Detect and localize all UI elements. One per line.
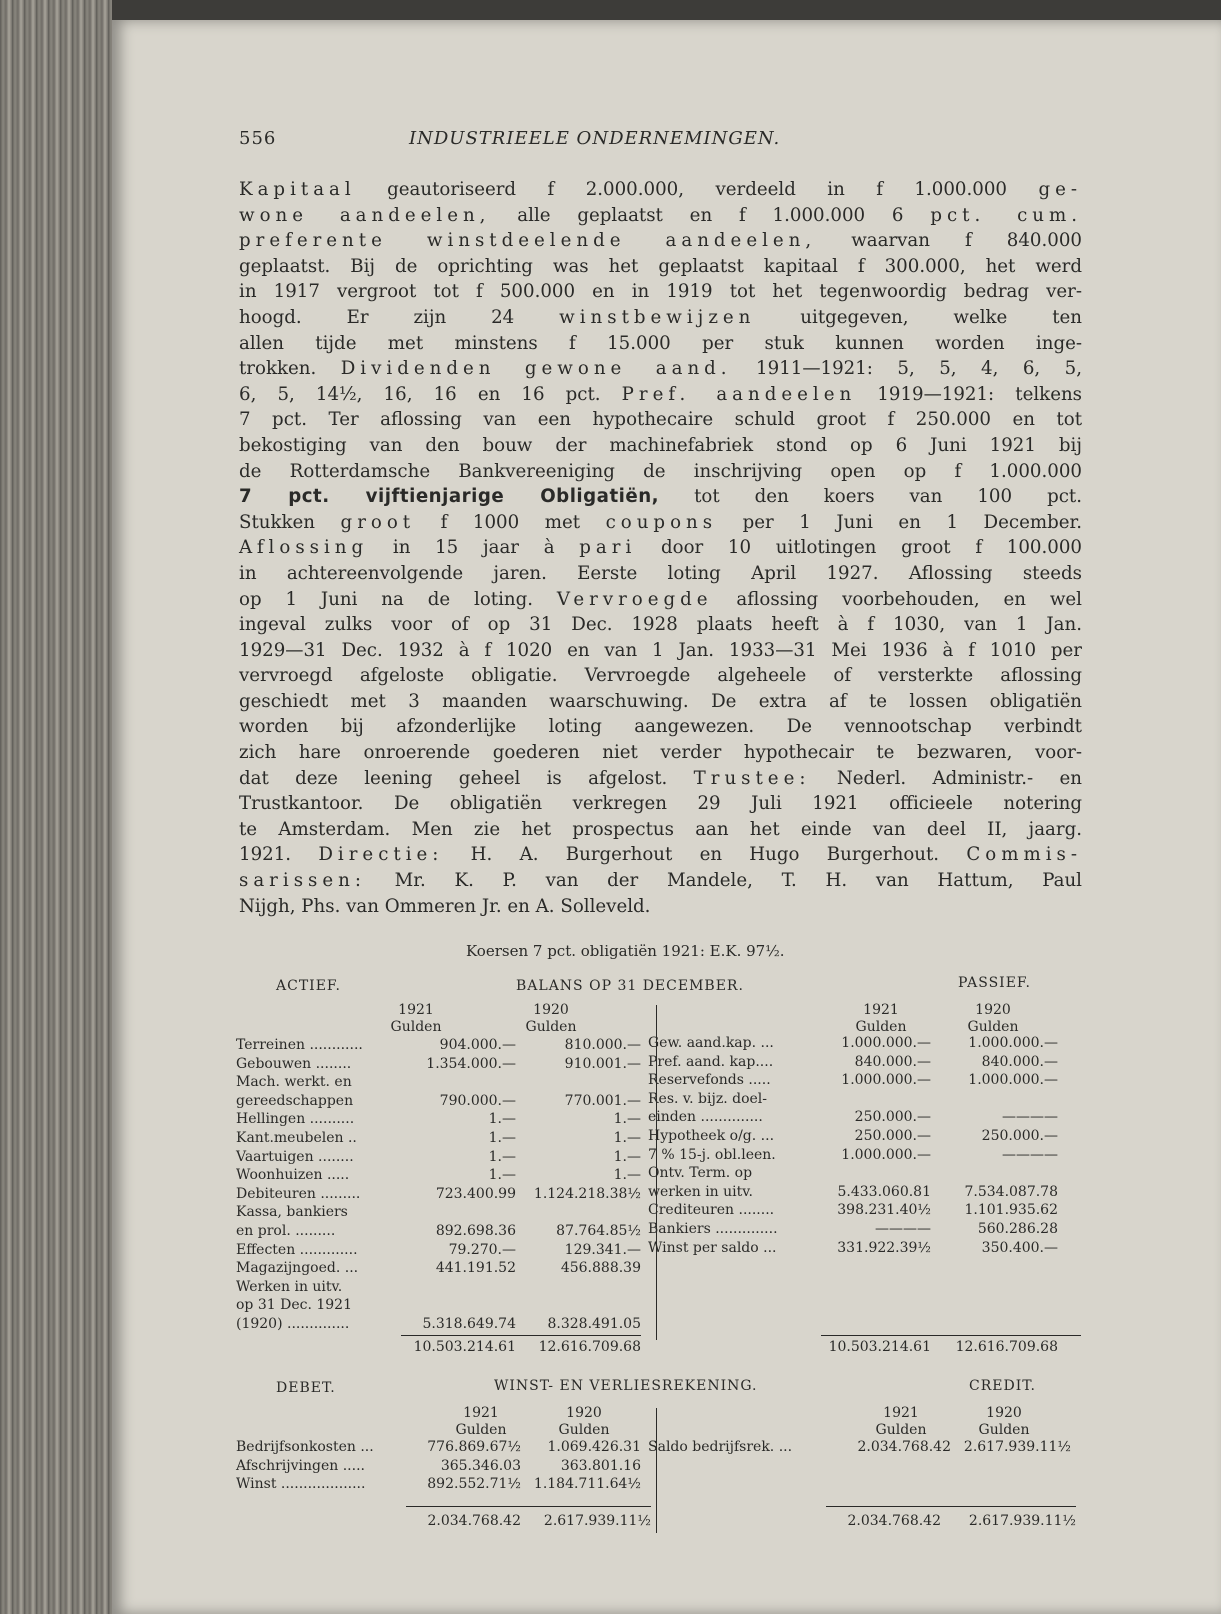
passief-value-1920: 840.000.—	[981, 1053, 1058, 1070]
passief-row-label: einden ..............	[648, 1109, 763, 1126]
actief-value-1921: 441.191.52	[435, 1260, 516, 1277]
text-line	[239, 638, 1082, 664]
passief-total-rule	[821, 1335, 1081, 1336]
actief-value-1920: 1.—	[613, 1148, 641, 1165]
passief-row-label: Ontv. Term. op	[648, 1165, 753, 1182]
text-segment: aflossing voorbehouden, en wel	[712, 588, 1082, 610]
text-line	[239, 740, 1082, 766]
text-segment: geplaatst. Bij de oprichting was het geplaatst kapitaal f 300.000, het werd	[239, 255, 1082, 277]
spaced-term: Commis-	[966, 844, 1082, 866]
actief-row-label: Debiteuren .........	[236, 1185, 361, 1202]
text-line	[239, 842, 1082, 868]
text-line	[239, 510, 1082, 536]
passief-value-1920: 7.534.087.78	[964, 1183, 1058, 1200]
spaced-term: Directie:	[318, 844, 444, 866]
book-binding-edge	[0, 0, 130, 1614]
actief-row-label: op 31 Dec. 1921	[236, 1297, 352, 1314]
debet-year-1920: 1920	[566, 1405, 602, 1421]
passief-row-label: Gew. aand.kap. ...	[648, 1035, 774, 1051]
text-segment: door 10 uitlotingen groot f 100.000	[636, 537, 1082, 559]
text-segment: in achtereenvolgende jaren. Eerste loting April 1927. Aflossing steeds	[239, 562, 1082, 584]
text-line	[239, 612, 1082, 638]
passief-year-1920: 1920	[975, 1002, 1011, 1018]
actief-value-1921: 904.000.—	[439, 1037, 516, 1053]
spaced-term: ge-	[1038, 179, 1082, 200]
text-segment: in 1917 vergroot tot f 500.000 en in 1919 tot het tegenwoordig bedrag ver-	[239, 281, 1082, 303]
actief-value-1920: 770.001.—	[564, 1092, 641, 1109]
spaced-term: Pref. aandeelen	[621, 383, 857, 405]
text-line	[239, 894, 1082, 920]
passief-value-1921: 5.433.060.81	[837, 1183, 931, 1200]
text-segment: Stukken	[239, 511, 341, 533]
actief-row-label: Kassa, bankiers	[236, 1204, 348, 1221]
passief-value-1921: 398.231.40½	[837, 1202, 931, 1219]
passief-value-1920: 1.000.000.—	[968, 1035, 1058, 1051]
actief-value-1920: 1.—	[613, 1130, 641, 1146]
text-line	[239, 689, 1082, 715]
passief-row-label: 7 % 15-j. obl.leen.	[648, 1146, 776, 1163]
text-line	[239, 433, 1082, 459]
text-segment: alle geplaatst en f 1.000.000 6	[490, 204, 931, 226]
debet-total-rule	[406, 1506, 651, 1507]
credit-caption: CREDIT.	[969, 1378, 1036, 1394]
text-line	[239, 305, 1082, 331]
text-segment: Mr. K. P. van der Mandele, T. H. van Hattum, Paul	[365, 870, 1082, 892]
actief-value-1921: 5.318.649.74	[422, 1316, 516, 1332]
text-segment: trokken.	[239, 358, 341, 380]
credit-year-1920: 1920	[986, 1405, 1022, 1421]
bold-heading: 7 pct. vijftienjarige Obligatiën,	[239, 486, 660, 508]
actief-row-label: Gebouwen ........	[236, 1055, 352, 1072]
text-segment: dat deze leening geheel is afgelost.	[239, 767, 694, 789]
text-line	[239, 228, 1082, 254]
text-segment: geschiedt met 3 maanden waarschuwing. De extra af te lossen obligatiën	[239, 690, 1082, 712]
text-line	[239, 356, 1082, 382]
text-segment: op 1 Juni na de loting.	[239, 588, 557, 610]
text-segment: waarvan f 840.000	[816, 230, 1082, 252]
actief-value-1920: 1.—	[613, 1167, 641, 1184]
passief-total-1920: 12.616.709.68	[955, 1339, 1058, 1355]
spaced-term: preferente winstdeelende aandeelen,	[239, 230, 817, 252]
credit-unit-1921: Gulden	[875, 1422, 927, 1438]
passief-value-1920: ————	[1002, 1146, 1058, 1163]
text-segment: zich hare onroerende goederen niet verder hypothecair te bezwaren, voor-	[239, 742, 1082, 764]
passief-value-1921: 250.000.—	[854, 1128, 931, 1144]
text-segment: per 1 Juni en 1 December.	[717, 511, 1082, 533]
text-segment: f 1000 met	[415, 511, 606, 533]
actief-row-label: Hellingen ..........	[236, 1111, 355, 1128]
actief-year-1921: 1921	[398, 1002, 434, 1018]
passief-year-1921: 1921	[863, 1002, 899, 1018]
text-line	[239, 791, 1082, 817]
text-line	[239, 535, 1082, 561]
actief-row-label: gereedschappen	[236, 1092, 354, 1109]
text-segment: 1921.	[239, 844, 319, 866]
text-segment: de Rotterdamsche Bankvereeniging de inschrijving open op f 1.000.000	[239, 460, 1082, 482]
spaced-term: Trustee:	[693, 767, 811, 789]
text-segment: 6, 5, 14½, 16, 16 en 16 pct.	[239, 383, 622, 405]
actief-row-label: Terreinen ............	[236, 1037, 363, 1053]
passief-value-1921: 331.922.39½	[837, 1239, 931, 1256]
actief-value-1921: 1.—	[488, 1148, 516, 1165]
text-line	[239, 561, 1082, 587]
credit-total-1920: 2.617.939.11½	[968, 1513, 1076, 1529]
text-segment: te Amsterdam. Men zie het prospectus aan het einde van deel II, jaarg.	[239, 818, 1082, 840]
spaced-term: Dividenden gewone aand.	[340, 358, 732, 380]
passief-value-1921: ————	[875, 1221, 931, 1237]
text-line	[239, 254, 1082, 280]
text-segment: hoogd. Er zijn 24	[239, 306, 560, 328]
spaced-term: wone aandeelen,	[239, 204, 491, 226]
passief-value-1920: ————	[1002, 1109, 1058, 1126]
text-line	[239, 766, 1082, 792]
actief-unit-1920: Gulden	[525, 1019, 577, 1035]
passief-value-1920: 250.000.—	[981, 1128, 1058, 1144]
text-segment: geautoriseerd f 2.000.000, verdeeld in f 1.000.000	[355, 179, 1039, 200]
profit-loss-title: WINST- EN VERLIESREKENING.	[494, 1378, 758, 1394]
profit-loss-divider	[656, 1408, 657, 1533]
actief-value-1920: 87.764.85½	[556, 1223, 641, 1239]
credit-total-1921: 2.034.768.42	[847, 1513, 941, 1529]
passief-caption: PASSIEF.	[958, 975, 1031, 991]
passief-value-1921: 250.000.—	[854, 1109, 931, 1126]
text-segment: uitgegeven, welke ten	[755, 306, 1082, 328]
credit-row-label: Saldo bedrijfsrek. ...	[648, 1439, 793, 1455]
page-number: 556	[239, 128, 277, 149]
debet-caption: DEBET.	[276, 1380, 336, 1396]
passief-value-1920: 560.286.28	[977, 1221, 1058, 1237]
actief-value-1921: 790.000.—	[439, 1092, 516, 1109]
actief-value-1920: 1.124.218.38½	[533, 1185, 641, 1202]
koersen-line: Koersen 7 pct. obligatiën 1921: E.K. 97½.	[466, 942, 785, 960]
text-line	[239, 663, 1082, 689]
debet-row-label: Afschrijvingen .....	[236, 1457, 365, 1474]
text-segment: bekostiging van den bouw der machinefabriek stond op 6 Juni 1921 bij	[239, 434, 1082, 456]
actief-value-1920: 910.001.—	[564, 1055, 641, 1072]
actief-total-rule	[401, 1335, 641, 1336]
text-segment: H. A. Burgerhout en Hugo Burgerhout.	[443, 844, 967, 866]
actief-row-label: Woonhuizen .....	[236, 1167, 350, 1184]
text-line	[239, 407, 1082, 433]
actief-value-1920: 1.—	[613, 1111, 641, 1128]
spaced-term: groot	[340, 511, 416, 533]
actief-row-label: Werken in uitv.	[236, 1278, 343, 1295]
actief-row-label: Mach. werkt. en	[236, 1074, 352, 1091]
passief-row-label: Winst per saldo ...	[648, 1239, 777, 1256]
spaced-term: pari	[579, 537, 637, 559]
text-segment: tot den koers van 100 pct.	[659, 486, 1082, 508]
spaced-term: pct. cum.	[930, 204, 1082, 226]
text-segment: in 15 jaar à	[368, 537, 580, 559]
passief-row-label: Crediteuren ........	[648, 1202, 775, 1219]
text-line	[239, 279, 1082, 305]
passief-row-label: Res. v. bijz. doel-	[648, 1090, 767, 1107]
actief-value-1920: 810.000.—	[564, 1037, 641, 1053]
actief-row-label: Kant.meubelen ..	[236, 1130, 357, 1146]
actief-total-1920: 12.616.709.68	[538, 1339, 641, 1355]
debet-year-1921: 1921	[463, 1405, 499, 1421]
passief-row-label: Hypotheek o/g. ...	[648, 1128, 775, 1144]
text-segment: Nederl. Administr.- en	[810, 767, 1082, 789]
text-segment: allen tijde met minstens f 15.000 per stuk kunnen worden inge-	[239, 332, 1082, 354]
profit-loss-account	[236, 1378, 1086, 1538]
spaced-term: Aflossing	[239, 537, 369, 559]
debet-total-1921: 2.034.768.42	[427, 1513, 521, 1529]
passief-row-label: werken in uitv.	[648, 1183, 753, 1200]
passief-row-label: Reservefonds .....	[648, 1072, 771, 1089]
passief-unit-1920: Gulden	[967, 1019, 1019, 1035]
actief-value-1920: 456.888.39	[560, 1260, 641, 1277]
actief-value-1921: 79.270.—	[448, 1241, 516, 1258]
actief-value-1921: 1.—	[488, 1111, 516, 1128]
balance-title: BALANS OP 31 DECEMBER.	[516, 978, 744, 994]
passief-value-1921: 1.000.000.—	[841, 1072, 931, 1089]
debet-value-1921: 776.869.67½	[427, 1439, 521, 1455]
actief-unit-1921: Gulden	[390, 1019, 442, 1035]
debet-total-1920: 2.617.939.11½	[543, 1513, 651, 1529]
text-segment: 1929—31 Dec. 1932 à f 1020 en van 1 Jan. 1933—31 Mei 1936 à f 1010 per	[239, 639, 1082, 661]
text-line	[239, 177, 1082, 203]
actief-row-label: (1920) ..............	[236, 1316, 350, 1332]
text-segment: Nijgh, Phs. van Ommeren Jr. en A. Solleveld.	[239, 895, 651, 917]
debet-value-1920: 1.184.711.64½	[533, 1476, 641, 1493]
text-segment: ingeval zulks voor of op 31 Dec. 1928 plaats heeft à f 1030, van 1 Jan.	[239, 614, 1082, 636]
text-line	[239, 817, 1082, 843]
credit-year-1921: 1921	[883, 1405, 919, 1421]
text-line	[239, 714, 1082, 740]
credit-value-1921: 2.034.768.42	[857, 1439, 951, 1455]
actief-row-label: en prol. .........	[236, 1223, 336, 1239]
actief-row-label: Magazijngoed. ...	[236, 1260, 359, 1277]
text-segment: worden bij afzonderlijke loting aangewezen. De vennootschap verbindt	[239, 716, 1082, 738]
debet-row-label: Bedrijfsonkosten ...	[236, 1439, 374, 1455]
debet-value-1921: 365.346.03	[440, 1457, 521, 1474]
text-line	[239, 868, 1082, 894]
actief-value-1921: 1.—	[488, 1130, 516, 1146]
passief-value-1921: 840.000.—	[854, 1053, 931, 1070]
text-segment: vervroegd afgeloste obligatie. Vervroegde algeheele of versterkte aflossing	[239, 665, 1082, 687]
balance-sheet	[236, 975, 1086, 1355]
text-line	[239, 331, 1082, 357]
actief-value-1921: 1.354.000.—	[426, 1055, 516, 1072]
debet-value-1921: 892.552.71½	[427, 1476, 521, 1493]
actief-value-1921: 892.698.36	[435, 1223, 516, 1239]
debet-unit-1920: Gulden	[558, 1422, 610, 1438]
text-line	[239, 484, 1082, 510]
debet-value-1920: 1.069.426.31	[547, 1439, 641, 1455]
actief-value-1920: 129.341.—	[564, 1241, 641, 1258]
passief-value-1921: 1.000.000.—	[841, 1035, 931, 1051]
debet-row-label: Winst ...................	[236, 1476, 366, 1493]
text-segment: 7 pct. Ter aflossing van een hypothecaire schuld groot f 250.000 en tot	[239, 409, 1082, 431]
passief-value-1920: 1.000.000.—	[968, 1072, 1058, 1089]
passief-unit-1921: Gulden	[855, 1019, 907, 1035]
text-segment: 1911—1921: 5, 5, 4, 6, 5,	[731, 358, 1082, 380]
actief-value-1920: 8.328.491.05	[547, 1316, 641, 1332]
spaced-term: Vervroegde	[556, 588, 713, 610]
passief-value-1920: 350.400.—	[981, 1239, 1058, 1256]
passief-value-1921: 1.000.000.—	[841, 1146, 931, 1163]
debet-value-1920: 363.801.16	[560, 1457, 641, 1474]
text-line	[239, 587, 1082, 613]
actief-year-1920: 1920	[533, 1002, 569, 1018]
running-title: INDUSTRIEELE ONDERNEMINGEN.	[409, 128, 781, 149]
passief-total-1921: 10.503.214.61	[828, 1339, 931, 1355]
actief-row-label: Effecten .............	[236, 1241, 358, 1258]
credit-total-rule	[826, 1506, 1076, 1507]
text-segment: 1919—1921: telkens	[856, 383, 1083, 405]
spaced-term: Kapitaal	[239, 179, 356, 200]
text-line	[239, 203, 1082, 229]
text-segment: Trustkantoor. De obligatiën verkregen 29 Juli 1921 officieele notering	[239, 793, 1082, 815]
spaced-term: coupons	[605, 511, 718, 533]
actief-total-1921: 10.503.214.61	[413, 1339, 516, 1355]
actief-caption: ACTIEF.	[276, 978, 341, 994]
actief-value-1921: 1.—	[488, 1167, 516, 1184]
body-paragraph	[239, 177, 1082, 919]
credit-unit-1920: Gulden	[978, 1422, 1030, 1438]
actief-row-label: Vaartuigen ........	[236, 1148, 354, 1165]
debet-unit-1921: Gulden	[455, 1422, 507, 1438]
text-line	[239, 459, 1082, 485]
spaced-term: winstbewijzen	[559, 306, 756, 328]
credit-value-1920: 2.617.939.11½	[963, 1439, 1071, 1455]
passief-row-label: Pref. aand. kap....	[648, 1053, 774, 1070]
spaced-term: sarissen:	[239, 870, 366, 892]
passief-value-1920: 1.101.935.62	[964, 1202, 1058, 1219]
actief-value-1921: 723.400.99	[435, 1185, 516, 1202]
text-line	[239, 382, 1082, 408]
passief-row-label: Bankiers ..............	[648, 1221, 778, 1237]
